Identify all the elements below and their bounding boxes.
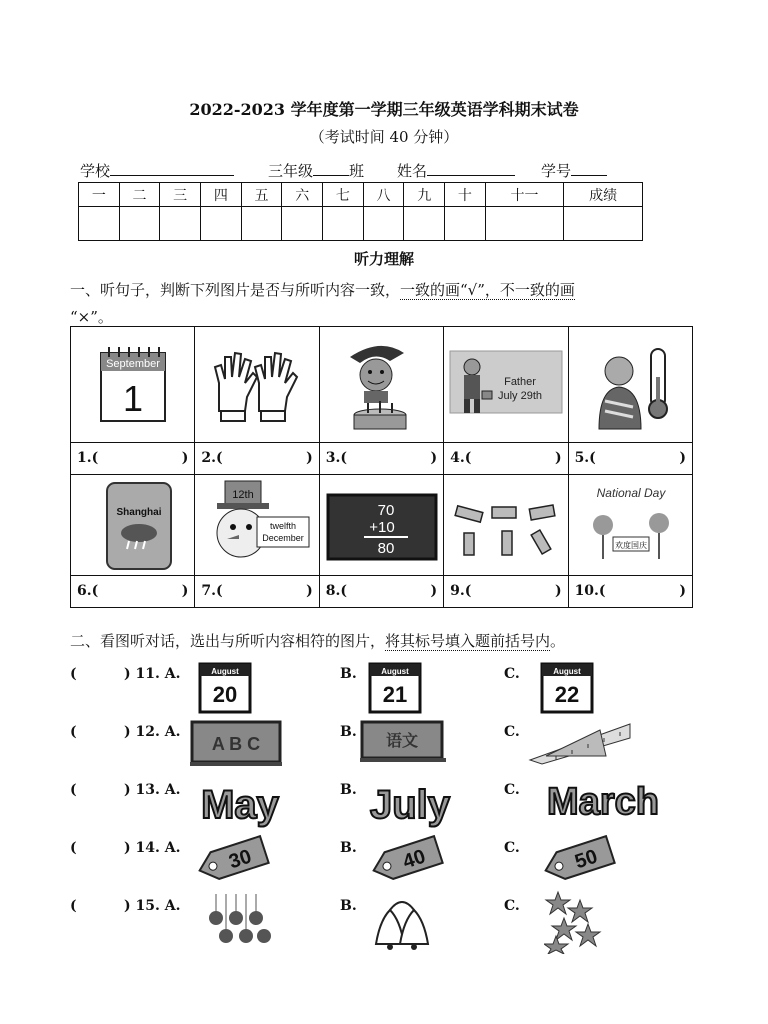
number-field: 学号	[541, 160, 607, 181]
score-header-10: 十	[445, 183, 486, 207]
cold-person-icon	[569, 327, 693, 442]
score-cell-6	[282, 207, 323, 241]
calendar-icon	[71, 327, 195, 442]
question-11-number: ) 11. A.	[124, 666, 181, 682]
score-cell-9	[404, 207, 445, 241]
question-14: ( ) 14. A. 30 B. 40 C. 50	[70, 832, 710, 890]
father-date-label: July 29th	[498, 390, 543, 402]
hat-label: 12th	[232, 489, 255, 501]
calendar-august-22-icon	[536, 658, 596, 716]
birthday-girl-icon	[320, 327, 444, 442]
shanghai-rain-icon	[71, 475, 195, 575]
exam-title: 2022-2023 学年度第一学期三年级英语学科期末试卷	[189, 100, 579, 119]
answer-close: )	[554, 583, 562, 599]
word-march-icon	[528, 774, 678, 830]
father-birthday-icon	[444, 327, 568, 442]
question-12-number: ) 12. A.	[124, 724, 181, 740]
answer-label: 10.(	[574, 583, 606, 599]
answer-cell	[444, 443, 568, 475]
picture-8	[319, 475, 443, 576]
svg-text:May: May	[201, 783, 279, 827]
svg-text:20: 20	[212, 682, 238, 707]
answer-label: 7.(	[201, 583, 223, 599]
exam-duration: （考试时间 40 分钟）	[309, 128, 459, 146]
calendar-august-21-icon	[364, 658, 424, 716]
math-line-2: +10	[369, 519, 395, 536]
ornaments-icon	[196, 890, 276, 950]
score-cell-10	[445, 207, 486, 241]
blackboard-icon	[320, 475, 444, 575]
picture-10	[568, 475, 692, 576]
score-header-7: 七	[323, 183, 364, 207]
svg-text:30: 30	[226, 845, 255, 874]
score-table	[78, 182, 643, 241]
answer-label: 9.(	[450, 583, 472, 599]
answer-label: 1.(	[77, 450, 99, 466]
part1-picture-grid	[70, 326, 693, 608]
calendar-day-label: 1	[122, 378, 144, 419]
answer-cell	[444, 576, 568, 608]
score-cell-8	[363, 207, 404, 241]
answer-label: 8.(	[325, 583, 348, 599]
grade-field: 三年级 班	[268, 162, 365, 180]
math-line-1: 70	[377, 502, 395, 519]
answer-cell	[319, 576, 443, 608]
picture-2	[195, 327, 319, 443]
score-cell-4	[201, 207, 242, 241]
price-tag-50-icon	[538, 832, 618, 888]
answer-cell	[319, 443, 443, 475]
school-field: 学校	[80, 160, 234, 181]
national-day-icon	[569, 475, 693, 575]
chinese-board-icon	[360, 716, 446, 772]
answer-close: )	[430, 450, 438, 466]
score-cell-3	[160, 207, 201, 241]
answer-close: )	[306, 450, 313, 466]
answer-close: )	[181, 450, 189, 466]
answer-close: )	[430, 583, 438, 599]
answer-cell	[195, 443, 319, 475]
score-header-9: 九	[404, 183, 445, 207]
answer-cell	[568, 443, 692, 475]
answer-label: 2.(	[201, 450, 223, 466]
price-tag-30-icon	[192, 832, 272, 888]
svg-text:21: 21	[382, 682, 408, 707]
erasers-icon	[444, 475, 568, 575]
score-header-2: 二	[119, 183, 160, 207]
score-cell-5	[241, 207, 282, 241]
national-day-label: National Day	[596, 486, 665, 500]
question-15-number: ) 15. A.	[124, 898, 181, 914]
part1-instructions: 一、听句子，判断下列图片是否与所听内容一致，一致的画“√”，不一致的画 “×”。	[70, 281, 575, 326]
part2-instructions: 二、看图听对话，选出与所听内容相符的图片，将其标号填入题前括号内。	[70, 632, 566, 650]
answer-label: 4.(	[450, 450, 472, 466]
sign-date-label: December	[262, 533, 305, 543]
answer-close: )	[181, 583, 189, 599]
answer-cell	[71, 576, 195, 608]
answer-cell	[195, 576, 319, 608]
answer-label: 5.(	[574, 450, 596, 466]
answer-cell	[71, 443, 195, 475]
snowman-icon	[195, 475, 319, 575]
answer-close: )	[679, 450, 686, 466]
svg-text:July: July	[369, 783, 451, 827]
gloves-icon	[195, 327, 319, 442]
svg-text:August: August	[381, 667, 409, 676]
answer-close: )	[306, 583, 313, 599]
word-july-icon	[360, 774, 460, 830]
picture-6	[71, 475, 195, 576]
answer-label: 3.(	[325, 450, 348, 466]
question-12: ( ) 12. A. A B C B. 语文 C.	[70, 716, 710, 774]
city-label: Shanghai	[116, 507, 162, 518]
sign-label: twelfth	[270, 521, 297, 531]
calendar-month-label: September	[106, 358, 160, 370]
math-line-3: 80	[377, 540, 395, 557]
score-header-11: 十一	[485, 183, 564, 207]
question-13: ( ) 13. A. May B. July C. March	[70, 774, 710, 832]
answer-cell	[568, 576, 692, 608]
score-header-8: 八	[363, 183, 404, 207]
national-sign-label: 欢度国庆	[614, 541, 647, 550]
picture-5	[568, 327, 692, 443]
answer-close: )	[554, 450, 562, 466]
score-header-1: 一	[79, 183, 120, 207]
abc-board-icon	[190, 716, 282, 772]
svg-text:语文: 语文	[385, 731, 419, 750]
svg-text:22: 22	[554, 682, 580, 707]
score-header-12: 成绩	[564, 183, 643, 207]
score-header-3: 三	[160, 183, 201, 207]
answer-close: )	[679, 583, 686, 599]
stars-icon	[544, 890, 604, 954]
calendar-august-20-icon	[194, 658, 254, 716]
word-may-icon	[190, 774, 290, 830]
picture-4	[444, 327, 568, 443]
picture-1	[71, 327, 195, 443]
question-11: ( ) 11. A. August 20 B. August 21 C. August 22	[70, 658, 710, 716]
svg-text:A B C: A B C	[211, 734, 261, 754]
score-cell-1	[79, 207, 120, 241]
question-13-number: ) 13. A.	[124, 782, 181, 798]
score-cell-2	[119, 207, 160, 241]
picture-9	[444, 475, 568, 576]
bells-icon	[362, 890, 442, 952]
score-header-6: 六	[282, 183, 323, 207]
ruler-set-icon	[526, 716, 636, 772]
answer-label: 6.(	[77, 583, 99, 599]
price-tag-40-icon	[366, 832, 446, 888]
score-header-4: 四	[201, 183, 242, 207]
listening-heading: 听力理解	[353, 250, 414, 268]
picture-3	[319, 327, 443, 443]
svg-text:50: 50	[572, 845, 601, 874]
score-cell-7	[323, 207, 364, 241]
name-field: 姓名	[397, 160, 515, 181]
score-header-5: 五	[241, 183, 282, 207]
svg-text:March: March	[547, 781, 659, 823]
question-15: ( ) 15. A. B. C.	[70, 890, 710, 948]
score-cell-12	[564, 207, 643, 241]
svg-text:August: August	[211, 667, 239, 676]
picture-7	[195, 475, 319, 576]
svg-text:40: 40	[400, 845, 429, 874]
question-14-number: ) 14. A.	[124, 840, 181, 856]
father-label: Father	[504, 376, 537, 388]
svg-text:August: August	[553, 667, 581, 676]
score-cell-11	[485, 207, 564, 241]
